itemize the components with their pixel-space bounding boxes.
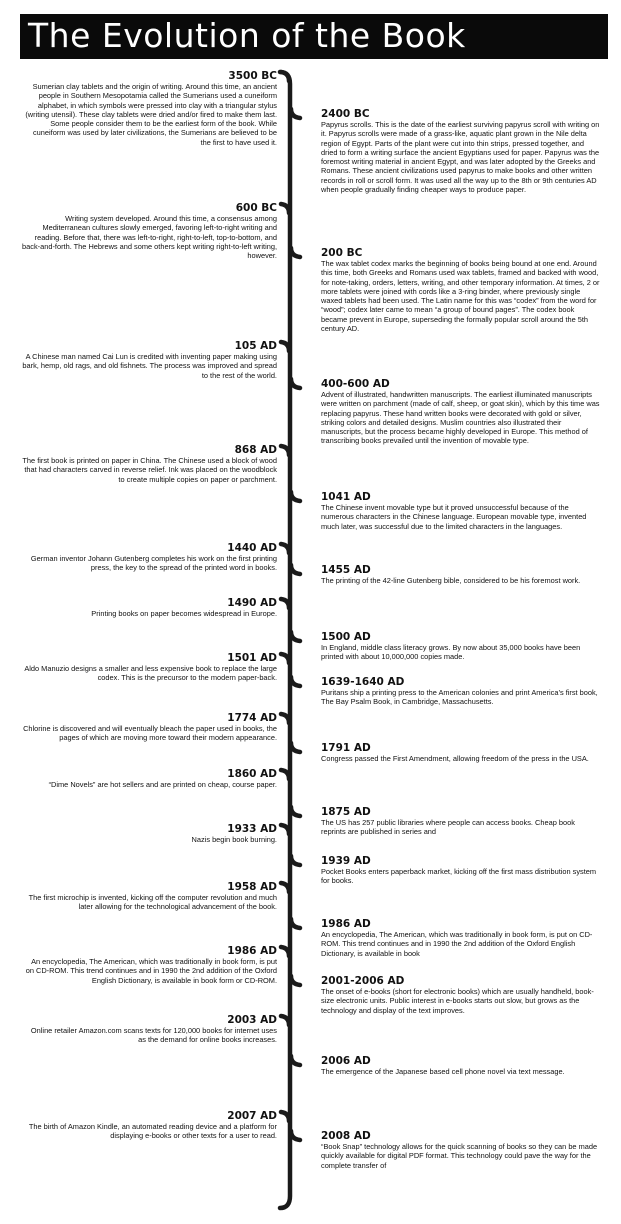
entry-text: Printing books on paper becomes widespread in Europe. bbox=[91, 609, 277, 618]
entry-text: Congress passed the First Amendment, allowing freedom of the press in the USA. bbox=[321, 754, 589, 763]
timeline-notch-left bbox=[281, 204, 289, 213]
entry-year: 1958 AD bbox=[227, 881, 277, 893]
timeline-entry-right-2001-2006-ad bbox=[321, 975, 601, 1027]
timeline-notch-right bbox=[291, 1131, 300, 1140]
entry-text: The first book is printed on paper in China. The Chinese used a block of wood that had characters carved in reverse relief. Ink was placed on the woodblock to create multiple copies on paper or parchment. bbox=[22, 456, 277, 484]
entry-text: “Dime Novels” are hot sellers and are printed on cheap, course paper. bbox=[48, 780, 277, 789]
timeline-entry-right-2006-ad bbox=[321, 1055, 601, 1091]
entry-text: Pocket Books enters paperback market, kicking off the first mass distribution system for books. bbox=[321, 867, 597, 886]
timeline-notch-left bbox=[281, 446, 289, 455]
timeline-entry-left-3500-bc bbox=[22, 70, 277, 168]
timeline-notch-right bbox=[291, 492, 300, 501]
entry-year: 1440 AD bbox=[227, 542, 277, 554]
timeline-entry-left-1440-ad bbox=[22, 542, 277, 590]
entry-text: Online retailer Amazon.com scans texts for 120,000 books for internet uses as the demand for online books increases. bbox=[30, 1026, 277, 1045]
entry-text: A Chinese man named Cai Lun is credited with inventing paper making using bark, hemp, old rags, and old fishnets. The process was improved and spread to the rest of the world. bbox=[22, 352, 277, 380]
timeline-notch-right bbox=[291, 919, 300, 928]
timeline-entry-left-1490-ad bbox=[22, 597, 277, 623]
entry-year: 2003 AD bbox=[227, 1014, 277, 1026]
entry-year: 2007 AD bbox=[227, 1110, 277, 1122]
entry-year: 1791 AD bbox=[321, 742, 371, 754]
entry-text: Sumerian clay tablets and the origin of writing. Around this time, an ancient people in Southern Mesopotamia called the Sumerians used a cuneiform alphabet, in which symbols were pressed into clay with a triangular stylus (writing utensil). These clay tablets were dried and/or fired to make them last. Some people consider them to be the earliest form of the book. While cuneiform was used by later civilizations, the Sumerians are believed to be the first to have used it. bbox=[25, 82, 277, 147]
entry-text: The emergence of the Japanese based cell phone novel via text message. bbox=[321, 1067, 565, 1076]
entry-year: 1639-1640 AD bbox=[321, 676, 405, 688]
timeline-entry-right-200-bc bbox=[321, 247, 601, 362]
timeline-notch-left bbox=[281, 883, 289, 892]
timeline-notch-left bbox=[281, 770, 289, 779]
entry-year: 2008 AD bbox=[321, 1130, 371, 1142]
entry-text: Writing system developed. Around this time, a consensus among Mediterranean cultures slowly emerged, favoring left-to-right writing and reading. Before that, there was left-to-right, right-to-left, top-to-bottom, and back-and-forth. The Hebrews and some others kept writing right-to-left writing, however. bbox=[22, 214, 277, 261]
entry-text: The printing of the 42-line Gutenberg bible, considered to be his foremost work. bbox=[321, 576, 581, 585]
timeline-entry-left-105-ad bbox=[22, 340, 277, 392]
timeline-entry-right-400-600-ad bbox=[321, 378, 601, 474]
timeline-notch-left bbox=[281, 1112, 289, 1121]
entry-text: “Book Snap” technology allows for the quick scanning of books so they can be made quickly available for digital PDF format. This technology could pave the way for the complete transfer of bbox=[321, 1142, 598, 1170]
entry-text: In England, middle class literacy grows. By now about 35,000 books have been printed with about 10,000,000 copies made. bbox=[321, 643, 581, 662]
entry-year: 1986 AD bbox=[227, 945, 277, 957]
entry-text: The onset of e-books (short for electronic books) which are usually handheld, book-size electronic units. Public interest in e-books starts out slow, but grows as the technology and display of the text improves. bbox=[321, 987, 594, 1015]
timeline-notch-right bbox=[291, 677, 300, 686]
entry-year: 1455 AD bbox=[321, 564, 371, 576]
entry-text: Papyrus scrolls. This is the date of the earliest surviving papyrus scroll with writing on it. Papyrus scrolls were made of a grass-like, aquatic plant grown in the Nile delta region of Egypt. Parts of the plant were cut into thin strips, pressed together, and dried to form a writing surface the ancient Egyptians used for paper. Papyrus was the foremost writing material in ancient Egypt, and was later adopted by the Greeks and Romans. These ancient civilizations used papyrus to make books and other written records in roll or scroll form. It was used all the way up to the 8th or 9th centuries AD when people gradually finding cheaper ways to produce paper. bbox=[321, 120, 600, 195]
entry-year: 200 BC bbox=[321, 247, 363, 259]
timeline-entry-right-1041-ad bbox=[321, 491, 601, 549]
timeline-entry-left-2003-ad bbox=[22, 1014, 277, 1054]
timeline-notch-right bbox=[291, 379, 300, 388]
timeline-notch-left bbox=[281, 1016, 289, 1025]
entry-year: 1986 AD bbox=[321, 918, 371, 930]
entry-text: Aldo Manuzio designs a smaller and less expensive book to replace the large codex. This is the precursor to the modern paper-back. bbox=[24, 664, 277, 683]
timeline-notch-right bbox=[291, 1056, 300, 1065]
timeline-entry-left-600-bc bbox=[22, 202, 277, 274]
entry-text: The wax tablet codex marks the beginning of books being bound at one end. Around this time, both Greeks and Romans used wax tablets, framed and backed with wood, for note-taking, orders, letters, writing, and other temporary information. At times, 2 or more tablets were joined with cords like a 3-ring binder, where previously single waxed tablets had been used. The Latin name for this was “codex” from the word for “wood”; codex later came to mean “a group of bound pages”. The codex book became prevent in Europe, superseding the formally popular scroll around the 5th century AD. bbox=[321, 259, 600, 334]
timeline-entry-right-1986-ad bbox=[321, 918, 601, 958]
entry-year: 400-600 AD bbox=[321, 378, 390, 390]
timeline-notch-left bbox=[281, 825, 289, 834]
entry-year: 600 BC bbox=[235, 202, 277, 214]
timeline-notch-left bbox=[281, 654, 289, 663]
timeline-notch-right bbox=[291, 856, 300, 865]
entry-year: 868 AD bbox=[234, 444, 277, 456]
timeline-entry-right-1939-ad bbox=[321, 855, 601, 893]
entry-year: 1490 AD bbox=[227, 597, 277, 609]
timeline-entry-right-1455-ad bbox=[321, 564, 601, 598]
entry-year: 1501 AD bbox=[227, 652, 277, 664]
timeline-entry-right-1500-ad bbox=[321, 631, 601, 669]
entry-year: 2006 AD bbox=[321, 1055, 371, 1067]
entry-year: 3500 BC bbox=[228, 70, 277, 82]
timeline-notch-left bbox=[281, 544, 289, 553]
timeline-notch-left bbox=[281, 947, 289, 956]
timeline-entry-left-1958-ad bbox=[22, 881, 277, 929]
timeline-entry-right-1875-ad bbox=[321, 806, 601, 838]
timeline-entry-left-1774-ad bbox=[22, 712, 277, 752]
entry-year: 1500 AD bbox=[321, 631, 371, 643]
entry-year: 1939 AD bbox=[321, 855, 371, 867]
timeline-entry-right-1791-ad bbox=[321, 742, 601, 782]
timeline-entry-left-1501-ad bbox=[22, 652, 277, 700]
entry-year: 2001-2006 AD bbox=[321, 975, 405, 987]
timeline-entry-right-1639-1640-ad bbox=[321, 676, 601, 724]
entry-year: 1774 AD bbox=[227, 712, 277, 724]
timeline-entry-right-2400-bc bbox=[321, 108, 601, 234]
timeline-notch-right bbox=[291, 632, 300, 641]
entry-text: The Chinese invent movable type but it proved unsuccessful because of the numerous characters in the Chinese language. European movable type, invented much later, was successful due to the limited characters in the languages. bbox=[321, 503, 587, 531]
timeline-notch-left bbox=[281, 599, 289, 608]
timeline-notch-right bbox=[291, 807, 300, 816]
entry-text: An encyclopedia, The American, which was traditionally in book form, is put on CD-ROM. This trend continues and in 1990 the 2nd addition of the Oxford English Dictionary, is available in book form or CD-ROM. bbox=[25, 957, 277, 985]
timeline-notch-left bbox=[281, 72, 289, 81]
timeline-notch-left bbox=[281, 714, 289, 723]
entry-text: German inventor Johann Gutenberg completes his work on the first printing press, the key to the spread of the printed word in books. bbox=[30, 554, 277, 573]
timeline-notch-right bbox=[291, 109, 300, 118]
entry-text: The US has 257 public libraries where people can access books. Cheap book reprints are published in series and bbox=[321, 818, 575, 837]
timeline-entry-left-2007-ad bbox=[22, 1110, 277, 1158]
timeline-notch-left bbox=[281, 342, 289, 351]
timeline-notch-right bbox=[291, 565, 300, 574]
entry-text: The birth of Amazon Kindle, an automated reading device and a platform for displaying e-books or other texts for a user to read. bbox=[28, 1122, 277, 1141]
entry-text: Puritans ship a printing press to the American colonies and print America’s first book, The Bay Psalm Book, in Cambridge, Massachusetts. bbox=[321, 688, 598, 707]
timeline-notch-right bbox=[291, 976, 300, 985]
page-title: The Evolution of the Book bbox=[28, 16, 466, 55]
timeline-spine-line bbox=[280, 72, 290, 1208]
entry-year: 1860 AD bbox=[227, 768, 277, 780]
entry-year: 1875 AD bbox=[321, 806, 371, 818]
timeline-entry-left-1860-ad bbox=[22, 768, 277, 808]
entry-text: Chlorine is discovered and will eventually bleach the paper used in books, the pages of which are moving more toward their modern appearance. bbox=[23, 724, 277, 743]
entry-year: 105 AD bbox=[234, 340, 277, 352]
entry-text: Nazis begin book burning. bbox=[191, 835, 277, 844]
entry-year: 1041 AD bbox=[321, 491, 371, 503]
timeline-notch-right bbox=[291, 743, 300, 752]
timeline-notch-right bbox=[291, 248, 300, 257]
entry-year: 1933 AD bbox=[227, 823, 277, 835]
entry-year: 2400 BC bbox=[321, 108, 370, 120]
entry-text: An encyclopedia, The American, which was traditionally in book form, is put on CD-ROM. This trend continues and in 1990 the 2nd addition of the Oxford English Dictionary, is available in book bbox=[321, 930, 593, 958]
entry-text: The first microchip is invented, kicking off the computer revolution and much later allowing for the technological advancement of the book. bbox=[28, 893, 277, 912]
timeline-entry-left-1933-ad bbox=[22, 823, 277, 849]
timeline-entry-right-2008-ad bbox=[321, 1130, 601, 1180]
entry-text: Advent of illustrated, handwritten manuscripts. The earliest illuminated manuscripts were written on parchment (made of calf, sheep, or goat skin), which by this time was replacing papyrus. These hand written books were decorated with gold or silver, striking colors and detailed designs. Muslim countries also illustrated their manuscripts, but the process became highly developed in Europe. This method of transcribing books prevailed until the invention of movable type. bbox=[321, 390, 600, 446]
timeline-entry-left-868-ad bbox=[22, 444, 277, 504]
timeline-entry-left-1986-ad bbox=[22, 945, 277, 997]
